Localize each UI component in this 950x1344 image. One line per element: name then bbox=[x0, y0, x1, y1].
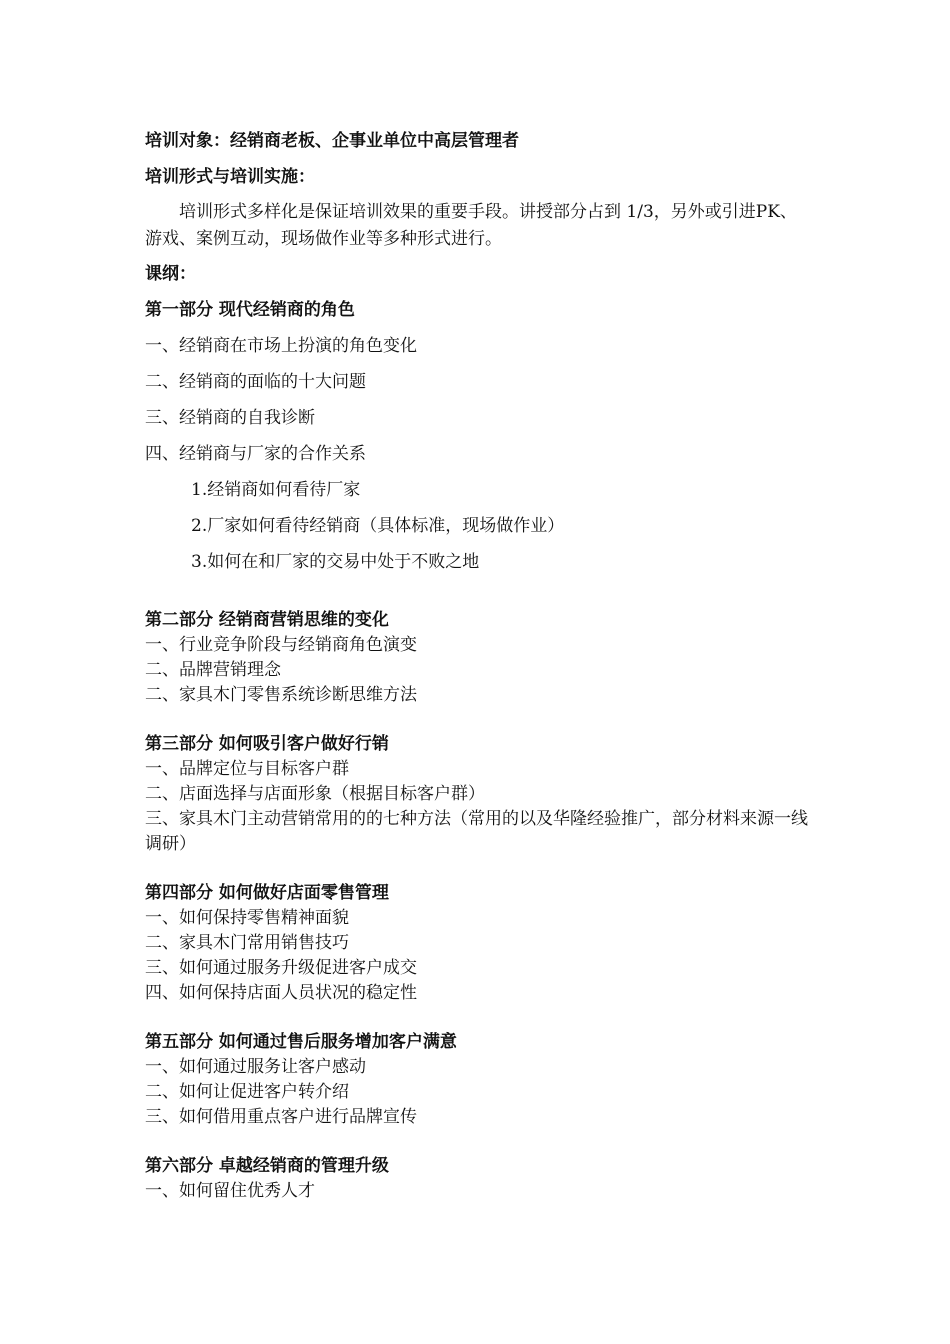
list-item: 四、经销商与厂家的合作关系 bbox=[145, 444, 366, 464]
part-6 bbox=[145, 1154, 815, 1204]
part-2 bbox=[145, 608, 815, 708]
list-item: 二、如何让促进客户转介绍 bbox=[145, 1082, 349, 1102]
list-item: 一、如何保持零售精神面貌 bbox=[145, 908, 349, 928]
part-5-title: 第五部分 如何通过售后服务增加客户满意 bbox=[145, 1032, 457, 1052]
list-item: 三、如何通过服务升级促进客户成交 bbox=[145, 958, 417, 978]
list-item: 二、家具木门常用销售技巧 bbox=[145, 933, 349, 953]
list-item: 一、经销商在市场上扮演的角色变化 bbox=[145, 336, 417, 356]
part-4-title: 第四部分 如何做好店面零售管理 bbox=[145, 883, 389, 903]
section-spacer bbox=[145, 580, 815, 608]
part-6-title: 第六部分 卓越经销商的管理升级 bbox=[145, 1156, 389, 1176]
outline-label: 课纲： bbox=[145, 264, 196, 284]
list-item: 二、店面选择与店面形象（根据目标客户群） bbox=[145, 784, 485, 804]
part-4 bbox=[145, 881, 815, 1006]
part-1 bbox=[145, 292, 815, 580]
training-format-heading: 培训形式与培训实施： bbox=[145, 167, 315, 187]
list-item: 二、品牌营销理念 bbox=[145, 660, 281, 680]
training-format-paragraph: 培训形式多样化是保证培训效果的重要手段。讲授部分占到 1/3，另外或引进PK、游戏、案例互动，现场做作业等多种形式进行。 bbox=[145, 202, 797, 249]
list-item: 一、如何留住优秀人才 bbox=[145, 1181, 315, 1201]
section-spacer bbox=[145, 1130, 815, 1154]
sub-list-item: 1.经销商如何看待厂家 bbox=[191, 480, 361, 500]
list-item: 一、品牌定位与目标客户群 bbox=[145, 759, 349, 779]
training-audience: 培训对象：经销商老板、企事业单位中高层管理者 bbox=[145, 131, 519, 151]
part-5 bbox=[145, 1030, 815, 1130]
document-body bbox=[145, 123, 815, 1204]
list-item: 三、如何借用重点客户进行品牌宣传 bbox=[145, 1107, 417, 1127]
list-item: 一、如何通过服务让客户感动 bbox=[145, 1057, 366, 1077]
sub-list-item: 2.厂家如何看待经销商（具体标准，现场做作业） bbox=[191, 516, 565, 536]
section-spacer bbox=[145, 857, 815, 881]
list-item: 三、经销商的自我诊断 bbox=[145, 408, 315, 428]
list-item: 三、家具木门主动营销常用的的七种方法（常用的以及华隆经验推广，部分材料来源一线调研） bbox=[145, 809, 808, 854]
sub-list-item: 3.如何在和厂家的交易中处于不败之地 bbox=[191, 552, 480, 572]
part-3-title: 第三部分 如何吸引客户做好行销 bbox=[145, 734, 389, 754]
section-spacer bbox=[145, 1006, 815, 1030]
list-item: 一、行业竞争阶段与经销商角色演变 bbox=[145, 635, 417, 655]
list-item: 二、家具木门零售系统诊断思维方法 bbox=[145, 685, 417, 705]
part-2-title: 第二部分 经销商营销思维的变化 bbox=[145, 610, 389, 630]
list-item: 二、经销商的面临的十大问题 bbox=[145, 372, 366, 392]
list-item: 四、如何保持店面人员状况的稳定性 bbox=[145, 983, 417, 1003]
part-1-title: 第一部分 现代经销商的角色 bbox=[145, 300, 355, 320]
part-3 bbox=[145, 732, 815, 857]
section-spacer bbox=[145, 708, 815, 732]
